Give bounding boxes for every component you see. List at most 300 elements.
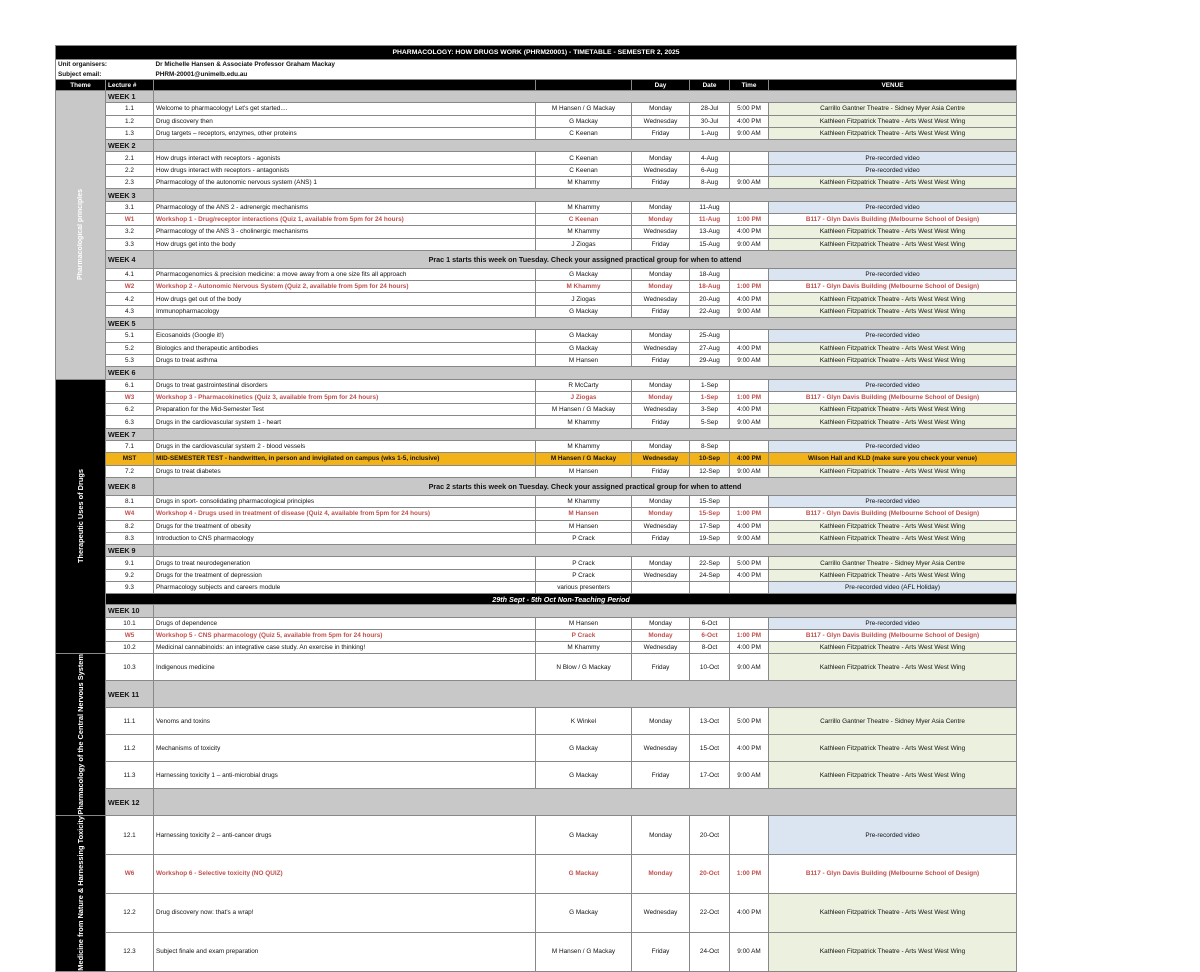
time-cell: 9:00 AM (730, 177, 769, 189)
header-date: Date (690, 80, 730, 91)
theme-label: Pharmacology of the Central Nervous System (75, 654, 85, 816)
date-cell: 10-Oct (690, 654, 730, 681)
venue-cell: Pre-recorded video (769, 379, 1017, 391)
time-cell: 4:00 PM (730, 569, 769, 581)
day-cell: Monday (632, 708, 690, 735)
venue-cell: B117 - Glyn Davis Building (Melbourne School of Design) (769, 281, 1017, 293)
lecture-row (56, 293, 1017, 305)
time-cell: 4:00 PM (730, 893, 769, 932)
week-row (56, 250, 1017, 268)
date-cell: 17-Sep (690, 520, 730, 532)
day-cell: Friday (632, 532, 690, 544)
venue-cell: Kathleen Fitzpatrick Theatre - Arts West West Wing (769, 735, 1017, 762)
lecture-title: Workshop 4 - Drugs used in treatment of disease (Quiz 4, available from 5pm for 24 hours) (154, 508, 536, 520)
venue-cell: Kathleen Fitzpatrick Theatre - Arts West West Wing (769, 520, 1017, 532)
lecturer: G Mackay (536, 342, 632, 354)
lecture-row (56, 762, 1017, 789)
time-cell: 1:00 PM (730, 391, 769, 403)
lecturer: M Khammy (536, 416, 632, 428)
lecturer: G Mackay (536, 735, 632, 762)
lecture-title: Mechanisms of toxicity (154, 735, 536, 762)
day-cell: Wednesday (632, 226, 690, 238)
lecture-number: 4.3 (106, 305, 154, 317)
week-label: WEEK 9 (106, 545, 154, 557)
lecture-row (56, 115, 1017, 127)
time-cell: 1:00 PM (730, 281, 769, 293)
lecture-title: Drugs for the treatment of depression (154, 569, 536, 581)
venue-cell: Kathleen Fitzpatrick Theatre - Arts West West Wing (769, 416, 1017, 428)
organisers-value: Dr Michelle Hansen & Associate Professor Graham Mackay (155, 61, 335, 69)
lecture-title: Welcome to pharmacology! Let's get started.... (154, 103, 536, 115)
theme-label: Pharmacological principles (76, 189, 84, 281)
lecturer: J Ziogas (536, 293, 632, 305)
day-cell: Wednesday (632, 642, 690, 654)
lecture-number: 5.3 (106, 354, 154, 366)
venue-cell: Pre-recorded video (769, 152, 1017, 164)
date-cell: 1-Aug (690, 127, 730, 139)
page-title: PHARMACOLOGY: HOW DRUGS WORK (PHRM20001) - TIMETABLE - SEMESTER 2, 2025 (56, 46, 1017, 60)
lecturer: M Hansen / G Mackay (536, 453, 632, 465)
day-cell: Friday (632, 238, 690, 250)
lecture-title: Drugs to treat diabetes (154, 465, 536, 477)
date-cell: 25-Aug (690, 330, 730, 342)
week-note (154, 789, 1017, 816)
time-cell (730, 152, 769, 164)
date-cell (690, 581, 730, 593)
date-cell: 24-Sep (690, 569, 730, 581)
lecturer: M Khammy (536, 201, 632, 213)
lecturer: M Hansen (536, 617, 632, 629)
day-cell: Monday (632, 330, 690, 342)
venue-cell: Pre-recorded video (769, 164, 1017, 176)
day-cell: Monday (632, 379, 690, 391)
lecturer: M Hansen / G Mackay (536, 404, 632, 416)
venue-cell: Kathleen Fitzpatrick Theatre - Arts West West Wing (769, 932, 1017, 971)
venue-cell: Pre-recorded video (769, 330, 1017, 342)
venue-cell: Kathleen Fitzpatrick Theatre - Arts West West Wing (769, 305, 1017, 317)
lecturer: M Khammy (536, 495, 632, 507)
header-day: Day (632, 80, 690, 91)
date-cell: 20-Oct (690, 854, 730, 893)
lecture-row (56, 379, 1017, 391)
lecture-row (56, 268, 1017, 280)
lecture-title: Introduction to CNS pharmacology (154, 532, 536, 544)
time-cell (730, 201, 769, 213)
lecture-number: 6.1 (106, 379, 154, 391)
lecturer: G Mackay (536, 268, 632, 280)
lecture-title: How drugs get into the body (154, 238, 536, 250)
day-cell: Wednesday (632, 453, 690, 465)
lecture-number: W6 (106, 854, 154, 893)
lecture-title: Venoms and toxins (154, 708, 536, 735)
date-cell: 4-Aug (690, 152, 730, 164)
date-cell: 20-Aug (690, 293, 730, 305)
lecture-row (56, 416, 1017, 428)
lecture-number: 12.1 (106, 816, 154, 855)
lecturer: G Mackay (536, 854, 632, 893)
lecturer: P Crack (536, 532, 632, 544)
lecture-row (56, 152, 1017, 164)
time-cell (730, 268, 769, 280)
date-cell: 1-Sep (690, 379, 730, 391)
venue-cell: B117 - Glyn Davis Building (Melbourne School of Design) (769, 629, 1017, 641)
week-row (56, 189, 1017, 201)
week-row (56, 140, 1017, 152)
date-cell: 3-Sep (690, 404, 730, 416)
day-cell: Monday (632, 495, 690, 507)
lecture-title: Workshop 6 - Selective toxicity (NO QUIZ) (154, 854, 536, 893)
lecture-number: 8.3 (106, 532, 154, 544)
lecture-row (56, 238, 1017, 250)
lecture-title: Workshop 2 - Autonomic Nervous System (Quiz 2, available from 5pm for 24 hours) (154, 281, 536, 293)
lecture-row (56, 617, 1017, 629)
lecturer: G Mackay (536, 330, 632, 342)
lecturer: M Hansen (536, 354, 632, 366)
day-cell: Wednesday (632, 164, 690, 176)
week-row (56, 428, 1017, 440)
lecture-title: How drugs interact with receptors - agonists (154, 152, 536, 164)
date-cell: 10-Sep (690, 453, 730, 465)
lecture-row (56, 103, 1017, 115)
lecture-number: 10.2 (106, 642, 154, 654)
day-cell: Wednesday (632, 569, 690, 581)
week-row (56, 318, 1017, 330)
workshop-row (56, 391, 1017, 403)
lecture-row (56, 342, 1017, 354)
date-cell: 17-Oct (690, 762, 730, 789)
time-cell: 9:00 AM (730, 127, 769, 139)
week-note (154, 140, 1017, 152)
time-cell: 4:00 PM (730, 342, 769, 354)
day-cell: Monday (632, 617, 690, 629)
lecturer: M Khammy (536, 177, 632, 189)
day-cell: Monday (632, 629, 690, 641)
lecture-title: How drugs interact with receptors - antagonists (154, 164, 536, 176)
venue-cell: Kathleen Fitzpatrick Theatre - Arts West West Wing (769, 762, 1017, 789)
week-label: WEEK 5 (106, 318, 154, 330)
time-cell: 9:00 AM (730, 465, 769, 477)
time-cell (730, 441, 769, 453)
day-cell: Wednesday (632, 115, 690, 127)
venue-cell: Carrillo Gantner Theatre - Sidney Myer Asia Centre (769, 557, 1017, 569)
lecture-number: 3.2 (106, 226, 154, 238)
workshop-row (56, 281, 1017, 293)
lecture-row (56, 581, 1017, 593)
lecturer: M Khammy (536, 441, 632, 453)
venue-cell: B117 - Glyn Davis Building (Melbourne School of Design) (769, 854, 1017, 893)
header-theme: Theme (56, 80, 106, 91)
lecture-number: 2.2 (106, 164, 154, 176)
date-cell: 15-Aug (690, 238, 730, 250)
lecture-title: Workshop 5 - CNS pharmacology (Quiz 5, available from 5pm for 24 hours) (154, 629, 536, 641)
day-cell: Wednesday (632, 342, 690, 354)
lecturer: M Hansen (536, 520, 632, 532)
day-cell: Monday (632, 557, 690, 569)
date-cell: 15-Sep (690, 495, 730, 507)
venue-cell: Pre-recorded video (769, 201, 1017, 213)
time-cell (730, 581, 769, 593)
lecture-number: 3.3 (106, 238, 154, 250)
lecture-title: Preparation for the Mid-Semester Test (154, 404, 536, 416)
time-cell: 9:00 AM (730, 932, 769, 971)
date-cell: 6-Aug (690, 164, 730, 176)
venue-cell: Kathleen Fitzpatrick Theatre - Arts West West Wing (769, 404, 1017, 416)
lecture-number: W3 (106, 391, 154, 403)
lecture-number: 9.1 (106, 557, 154, 569)
week-row (56, 91, 1017, 103)
venue-cell: Pre-recorded video (AFL Holiday) (769, 581, 1017, 593)
lecture-title: Eicosanoids (Google it!) (154, 330, 536, 342)
email-value[interactable]: PHRM-20001@unimelb.edu.au (155, 70, 248, 78)
venue-cell: B117 - Glyn Davis Building (Melbourne School of Design) (769, 508, 1017, 520)
week-label: WEEK 11 (106, 681, 154, 708)
date-cell: 5-Sep (690, 416, 730, 428)
day-cell: Wednesday (632, 735, 690, 762)
time-cell: 5:00 PM (730, 103, 769, 115)
time-cell: 5:00 PM (730, 557, 769, 569)
lecture-row (56, 893, 1017, 932)
week-note (154, 189, 1017, 201)
day-cell: Monday (632, 213, 690, 225)
lecturer: M Khammy (536, 281, 632, 293)
time-cell: 9:00 AM (730, 305, 769, 317)
lecture-number: 11.3 (106, 762, 154, 789)
lecture-number: 1.1 (106, 103, 154, 115)
venue-cell: Pre-recorded video (769, 816, 1017, 855)
date-cell: 15-Sep (690, 508, 730, 520)
lecture-number: 12.2 (106, 893, 154, 932)
date-cell: 1-Sep (690, 391, 730, 403)
lecture-number: W5 (106, 629, 154, 641)
venue-cell: Kathleen Fitzpatrick Theatre - Arts West West Wing (769, 177, 1017, 189)
week-label: WEEK 2 (106, 140, 154, 152)
lecture-number: 10.3 (106, 654, 154, 681)
lecture-row (56, 354, 1017, 366)
lecture-number: 1.3 (106, 127, 154, 139)
date-cell: 12-Sep (690, 465, 730, 477)
week-label: WEEK 4 (106, 250, 154, 268)
date-cell: 22-Oct (690, 893, 730, 932)
week-label: WEEK 7 (106, 428, 154, 440)
date-cell: 18-Aug (690, 268, 730, 280)
venue-cell: Kathleen Fitzpatrick Theatre - Arts West West Wing (769, 354, 1017, 366)
organisers-label: Unit organisers: (58, 61, 108, 69)
day-cell: Monday (632, 441, 690, 453)
time-cell: 9:00 AM (730, 416, 769, 428)
week-note: Prac 1 starts this week on Tuesday. Check your assigned practical group for when to attend (154, 250, 1017, 268)
time-cell: 4:00 PM (730, 404, 769, 416)
venue-cell: Pre-recorded video (769, 617, 1017, 629)
lecture-number: 7.1 (106, 441, 154, 453)
theme-label: Therapeutic Uses of Drugs (75, 469, 85, 564)
day-cell: Monday (632, 152, 690, 164)
venue-cell: Kathleen Fitzpatrick Theatre - Arts West West Wing (769, 569, 1017, 581)
day-cell: Friday (632, 177, 690, 189)
day-cell: Monday (632, 268, 690, 280)
venue-cell: Pre-recorded video (769, 268, 1017, 280)
day-cell: Friday (632, 305, 690, 317)
time-cell: 4:00 PM (730, 115, 769, 127)
lecture-title: Drugs of dependence (154, 617, 536, 629)
theme-cell (56, 816, 106, 972)
venue-cell: Kathleen Fitzpatrick Theatre - Arts West West Wing (769, 226, 1017, 238)
week-note (154, 367, 1017, 379)
lecturer: M Hansen (536, 508, 632, 520)
lecturer: J Ziogas (536, 238, 632, 250)
lecture-number: 7.2 (106, 465, 154, 477)
venue-cell: Kathleen Fitzpatrick Theatre - Arts West West Wing (769, 127, 1017, 139)
date-cell: 30-Jul (690, 115, 730, 127)
lecture-title: Pharmacogenomics & precision medicine: a move away from a one size fits all approach (154, 268, 536, 280)
lecture-row (56, 642, 1017, 654)
day-cell (632, 581, 690, 593)
lecture-row (56, 557, 1017, 569)
day-cell: Friday (632, 465, 690, 477)
lecture-number: 6.2 (106, 404, 154, 416)
lecture-row (56, 654, 1017, 681)
lecture-row (56, 404, 1017, 416)
lecture-title: Pharmacology of the ANS 3 - cholinergic mechanisms (154, 226, 536, 238)
theme-cell (56, 379, 106, 654)
lecture-title: Drugs in the cardiovascular system 2 - blood vessels (154, 441, 536, 453)
date-cell: 11-Aug (690, 201, 730, 213)
time-cell: 4:00 PM (730, 226, 769, 238)
lecturer: P Crack (536, 557, 632, 569)
theme-cell (56, 654, 106, 816)
day-cell: Monday (632, 816, 690, 855)
time-cell: 4:00 PM (730, 293, 769, 305)
lecture-number: 3.1 (106, 201, 154, 213)
week-note: Prac 2 starts this week on Tuesday. Check your assigned practical group for when to attend (154, 477, 1017, 495)
lecture-row (56, 495, 1017, 507)
lecture-title: Drugs for the treatment of obesity (154, 520, 536, 532)
lecture-row (56, 177, 1017, 189)
week-label: WEEK 10 (106, 605, 154, 617)
day-cell: Friday (632, 416, 690, 428)
day-cell: Wednesday (632, 520, 690, 532)
lecture-row (56, 201, 1017, 213)
lecture-row (56, 520, 1017, 532)
date-cell: 28-Jul (690, 103, 730, 115)
theme-cell (56, 91, 106, 380)
lecture-number: W1 (106, 213, 154, 225)
workshop-row (56, 629, 1017, 641)
time-cell: 9:00 AM (730, 532, 769, 544)
lecture-title: Drug discovery now: that's a wrap! (154, 893, 536, 932)
lecturer: R McCarty (536, 379, 632, 391)
lecture-number: 10.1 (106, 617, 154, 629)
lecturer: M Hansen / G Mackay (536, 103, 632, 115)
workshop-row (56, 213, 1017, 225)
lecture-row (56, 164, 1017, 176)
lecture-number: 2.3 (106, 177, 154, 189)
week-label: WEEK 1 (106, 91, 154, 103)
week-label: WEEK 8 (106, 477, 154, 495)
venue-cell: Wilson Hall and KLD (make sure you check your venue) (769, 453, 1017, 465)
lecture-number: 4.2 (106, 293, 154, 305)
lecturer: M Khammy (536, 642, 632, 654)
week-note (154, 91, 1017, 103)
lecture-title: Workshop 1 - Drug/receptor interactions (Quiz 1, available from 5pm for 24 hours) (154, 213, 536, 225)
day-cell: Wednesday (632, 893, 690, 932)
lecturer: M Hansen (536, 465, 632, 477)
lecture-number: 11.1 (106, 708, 154, 735)
venue-cell: Kathleen Fitzpatrick Theatre - Arts West West Wing (769, 115, 1017, 127)
venue-cell: Kathleen Fitzpatrick Theatre - Arts West West Wing (769, 465, 1017, 477)
lecture-title: Workshop 3 - Pharmacokinetics (Quiz 3, available from 5pm for 24 hours) (154, 391, 536, 403)
lecture-row (56, 708, 1017, 735)
day-cell: Wednesday (632, 404, 690, 416)
lecture-title: Drugs to treat gastrointestinal disorders (154, 379, 536, 391)
lecture-number: 4.1 (106, 268, 154, 280)
lecturer: C Keenan (536, 213, 632, 225)
week-row (56, 545, 1017, 557)
lecture-number: 8.1 (106, 495, 154, 507)
time-cell: 1:00 PM (730, 629, 769, 641)
date-cell: 11-Aug (690, 213, 730, 225)
date-cell: 13-Aug (690, 226, 730, 238)
lecture-title: Drugs to treat neurodegeneration (154, 557, 536, 569)
lecturer: G Mackay (536, 762, 632, 789)
day-cell: Friday (632, 932, 690, 971)
header-staff (536, 80, 632, 91)
venue-cell: Kathleen Fitzpatrick Theatre - Arts West West Wing (769, 293, 1017, 305)
lecture-title: How drugs get out of the body (154, 293, 536, 305)
time-cell (730, 330, 769, 342)
day-cell: Monday (632, 281, 690, 293)
time-cell (730, 379, 769, 391)
workshop-row (56, 854, 1017, 893)
day-cell: Friday (632, 762, 690, 789)
lecture-row (56, 569, 1017, 581)
lecture-number: 11.2 (106, 735, 154, 762)
lecturer: P Crack (536, 569, 632, 581)
lecture-number: 1.2 (106, 115, 154, 127)
lecture-row (56, 932, 1017, 971)
venue-cell: Kathleen Fitzpatrick Theatre - Arts West West Wing (769, 893, 1017, 932)
day-cell: Monday (632, 508, 690, 520)
lecture-row (56, 441, 1017, 453)
date-cell: 29-Aug (690, 354, 730, 366)
non-teaching-row (56, 594, 1017, 605)
lecture-number: 5.1 (106, 330, 154, 342)
venue-cell: Kathleen Fitzpatrick Theatre - Arts West West Wing (769, 642, 1017, 654)
header-lecture: Lecture # (106, 80, 154, 91)
lecture-number: 5.2 (106, 342, 154, 354)
email-label: Subject email: (58, 70, 102, 78)
week-note (154, 605, 1017, 617)
week-label: WEEK 6 (106, 367, 154, 379)
date-cell: 8-Oct (690, 642, 730, 654)
date-cell: 6-Oct (690, 617, 730, 629)
lecture-number: 8.2 (106, 520, 154, 532)
venue-cell: B117 - Glyn Davis Building (Melbourne School of Design) (769, 391, 1017, 403)
week-label: WEEK 3 (106, 189, 154, 201)
date-cell: 22-Sep (690, 557, 730, 569)
day-cell: Monday (632, 201, 690, 213)
day-cell: Monday (632, 854, 690, 893)
lecture-row (56, 330, 1017, 342)
lecturer: C Keenan (536, 127, 632, 139)
lecture-title: Drug discovery then (154, 115, 536, 127)
week-note (154, 428, 1017, 440)
date-cell: 20-Oct (690, 816, 730, 855)
venue-cell: Carrillo Gantner Theatre - Sidney Myer Asia Centre (769, 103, 1017, 115)
lecture-number: 9.3 (106, 581, 154, 593)
lecture-row (56, 305, 1017, 317)
venue-cell: Kathleen Fitzpatrick Theatre - Arts West West Wing (769, 532, 1017, 544)
lecture-number: 9.2 (106, 569, 154, 581)
